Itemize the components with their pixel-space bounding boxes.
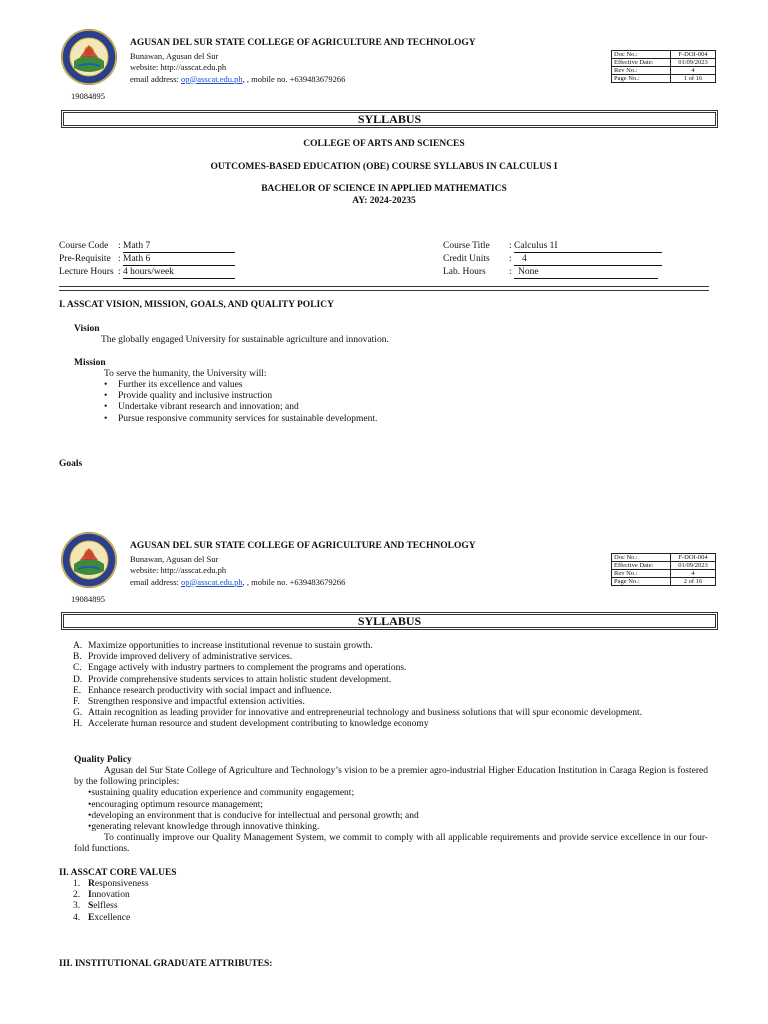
page-no-label: Page No.: bbox=[612, 578, 671, 586]
list-item bbox=[73, 901, 149, 912]
value-initial: R bbox=[88, 879, 95, 889]
section-1-heading: I. ASSCAT VISION, MISSION, GOALS, AND QUALITY POLICY bbox=[59, 300, 334, 310]
value-rest: esponsiveness bbox=[94, 879, 149, 889]
mission-intro: To serve the humanity, the University will: bbox=[104, 369, 267, 379]
seal-id-number: 19084895 bbox=[71, 91, 105, 101]
value-number: 3. bbox=[73, 901, 81, 912]
goal-text: Attain recognition as leading provider for innovative and entrepreneurial technology and business solutions that will spur economic development. bbox=[88, 708, 643, 719]
core-values-list bbox=[73, 879, 149, 924]
effective-date-value: 01/09/2023 bbox=[671, 562, 716, 570]
list-item bbox=[73, 913, 149, 924]
list-item bbox=[73, 641, 642, 652]
goal-text: Provide improved delivery of administrative services. bbox=[88, 652, 293, 663]
goal-marker: F. bbox=[73, 697, 80, 708]
quality-policy-intro: Agusan del Sur State College of Agriculture and Technology’s vision to be a premier agro-industrial Higher Education Institution in Caraga Region is fostered by the following principles: bbox=[74, 766, 708, 788]
section-3-heading: III. INSTITUTIONAL GRADUATE ATTRIBUTES: bbox=[59, 959, 273, 969]
value-initial: E bbox=[88, 912, 95, 923]
list-item bbox=[73, 890, 149, 901]
vision-text: The globally engaged University for sustainable agriculture and innovation. bbox=[101, 335, 389, 345]
list-item bbox=[73, 879, 149, 890]
course-syllabus-title: OUTCOMES-BASED EDUCATION (OBE) COURSE SYLLABUS IN CALCULUS I bbox=[210, 162, 558, 172]
quality-policy-principles bbox=[74, 788, 708, 833]
list-item bbox=[73, 708, 642, 719]
email-link[interactable]: op@asscat.edu.ph bbox=[180, 576, 243, 587]
institution-contact bbox=[130, 74, 476, 86]
goal-text: Accelerate human resource and student development contributing to knowledge economy bbox=[88, 719, 429, 730]
program-title: BACHELOR OF SCIENCE IN APPLIED MATHEMATICS bbox=[261, 184, 507, 194]
institution-address: Bunawan, Agusan del Sur bbox=[130, 50, 219, 61]
goal-text: Provide comprehensive students services to attain holistic student development. bbox=[88, 674, 392, 685]
list-item bbox=[73, 663, 642, 674]
course-info-right: Course Title : Calculus 1I Credit Units : 4 Lab. Hours : None bbox=[443, 240, 662, 279]
goal-marker: B. bbox=[73, 652, 82, 663]
list-item: • developing an environment that is conducive for intellectual and personal growth; and bbox=[88, 811, 708, 822]
email-prefix: email address: bbox=[130, 73, 181, 84]
institution-website: website: http://asscat.edu.ph bbox=[130, 565, 227, 575]
institution-contact bbox=[130, 577, 476, 589]
seal-id-number: 19084895 bbox=[71, 594, 105, 604]
value-number: 1. bbox=[73, 879, 81, 889]
goal-marker: G. bbox=[73, 708, 83, 719]
page-no-value: 2 of 16 bbox=[671, 578, 716, 586]
lab-hours-label: Lab. Hours bbox=[443, 267, 486, 277]
email-prefix: email address: bbox=[130, 576, 181, 587]
lecture-hours-label: Lecture Hours bbox=[59, 267, 114, 277]
list-item: • Further its excellence and values bbox=[104, 380, 377, 391]
college-title: COLLEGE OF ARTS AND SCIENCES bbox=[303, 139, 465, 149]
institution-address: Bunawan, Agusan del Sur bbox=[130, 553, 219, 564]
value-initial: S bbox=[88, 901, 94, 912]
rev-no-value: 4 bbox=[671, 67, 716, 75]
rev-no-label: Rev No.: bbox=[612, 67, 671, 75]
goal-text: Strengthen responsive and impactful extension activities. bbox=[88, 697, 305, 708]
list-item: • generating relevant knowledge through innovative thinking. bbox=[88, 822, 708, 833]
college-seal-logo bbox=[60, 28, 118, 86]
syllabus-banner: SYLLABUS bbox=[61, 110, 718, 128]
value-rest: nnovation bbox=[91, 890, 130, 901]
value-rest: xcellence bbox=[94, 912, 131, 923]
credit-units-value: 4 bbox=[514, 253, 662, 266]
goal-text: Engage actively with industry partners to complement the programs and operations. bbox=[88, 663, 407, 674]
page-no-value: 1 of 16 bbox=[671, 75, 716, 83]
doc-no-value: F-DOI-004 bbox=[671, 51, 716, 59]
goal-text: Maximize opportunities to increase institutional revenue to sustain growth. bbox=[88, 641, 373, 651]
doc-no-label: Doc No.: bbox=[612, 51, 671, 59]
list-item bbox=[73, 697, 642, 708]
goal-marker: E. bbox=[73, 685, 82, 696]
quality-policy-body bbox=[74, 766, 708, 856]
goal-marker: C. bbox=[73, 663, 82, 674]
quality-policy-label: Quality Policy bbox=[74, 755, 132, 765]
mission-list bbox=[104, 380, 377, 425]
list-item: • Pursue responsive community services for sustainable development. bbox=[104, 414, 377, 425]
list-item: • sustaining quality education experience and community engagement; bbox=[88, 788, 708, 799]
mobile-number: , , mobile no. +639483679266 bbox=[242, 73, 346, 84]
effective-date-value: 01/09/2023 bbox=[671, 59, 716, 67]
document-control-table bbox=[611, 50, 716, 83]
list-item: • Undertake vibrant research and innovation; and bbox=[104, 402, 377, 413]
syllabus-banner: SYLLABUS bbox=[61, 612, 718, 630]
section-2-heading: II. ASSCAT CORE VALUES bbox=[59, 868, 177, 878]
college-seal-logo bbox=[60, 531, 118, 589]
doc-no-label: Doc No.: bbox=[612, 554, 671, 562]
academic-year: AY: 2024-20235 bbox=[352, 196, 416, 206]
course-title-value: Calculus 1I bbox=[514, 240, 662, 253]
email-link[interactable]: op@asscat.edu.ph bbox=[180, 73, 243, 84]
list-item bbox=[73, 652, 642, 663]
institution-website: website: http://asscat.edu.ph bbox=[130, 62, 227, 72]
institution-header bbox=[130, 541, 476, 588]
course-info-left: Course Code : Math 7 Pre-Requisite : Math 6 Lecture Hours : 4 hours/week bbox=[59, 240, 235, 279]
page-2 bbox=[0, 502, 768, 1024]
institution-header bbox=[130, 38, 476, 85]
page-no-label: Page No.: bbox=[612, 75, 671, 83]
prerequisite-value: Math 6 bbox=[123, 253, 235, 266]
course-code-value: Math 7 bbox=[123, 240, 235, 253]
effective-date-label: Effective Date: bbox=[612, 59, 671, 67]
rev-no-value: 4 bbox=[671, 570, 716, 578]
vision-label: Vision bbox=[74, 324, 100, 334]
institution-name: AGUSAN DEL SUR STATE COLLEGE OF AGRICULTURE AND TECHNOLOGY bbox=[130, 541, 476, 551]
lab-hours-value: None bbox=[514, 266, 658, 279]
document-control-table bbox=[611, 553, 716, 586]
value-initial: I bbox=[88, 890, 92, 901]
credit-units-label: Credit Units bbox=[443, 254, 490, 264]
value-number: 2. bbox=[73, 890, 81, 901]
list-item bbox=[73, 719, 642, 730]
value-number: 4. bbox=[73, 912, 81, 923]
list-item: • Provide quality and inclusive instruction bbox=[104, 391, 377, 402]
mobile-number: , , mobile no. +639483679266 bbox=[242, 576, 346, 587]
quality-policy-closing: To continually improve our Quality Management System, we commit to comply with all applicable requirements and provide service excellence in our four-fold functions. bbox=[74, 833, 708, 855]
lecture-hours-value: 4 hours/week bbox=[123, 266, 235, 279]
prerequisite-label: Pre-Requisite bbox=[59, 254, 111, 264]
list-item: • encouraging optimum resource management; bbox=[88, 800, 708, 811]
goal-marker: H. bbox=[73, 719, 83, 730]
doc-no-value: F-DOI-004 bbox=[671, 554, 716, 562]
page-1 bbox=[0, 0, 768, 500]
goal-marker: A. bbox=[73, 641, 83, 651]
mission-label: Mission bbox=[74, 358, 106, 368]
goal-text: Enhance research productivity with social impact and influence. bbox=[88, 685, 332, 696]
goals-list bbox=[73, 641, 642, 731]
goals-label: Goals bbox=[59, 459, 83, 469]
rev-no-label: Rev No.: bbox=[612, 570, 671, 578]
effective-date-label: Effective Date: bbox=[612, 562, 671, 570]
list-item bbox=[73, 686, 642, 697]
institution-name: AGUSAN DEL SUR STATE COLLEGE OF AGRICULTURE AND TECHNOLOGY bbox=[130, 38, 476, 48]
list-item bbox=[73, 675, 642, 686]
course-title-label: Course Title bbox=[443, 241, 490, 251]
section-divider bbox=[59, 286, 709, 291]
goal-marker: D. bbox=[73, 674, 83, 685]
value-rest: elfless bbox=[93, 901, 118, 912]
course-code-label: Course Code bbox=[59, 241, 109, 251]
